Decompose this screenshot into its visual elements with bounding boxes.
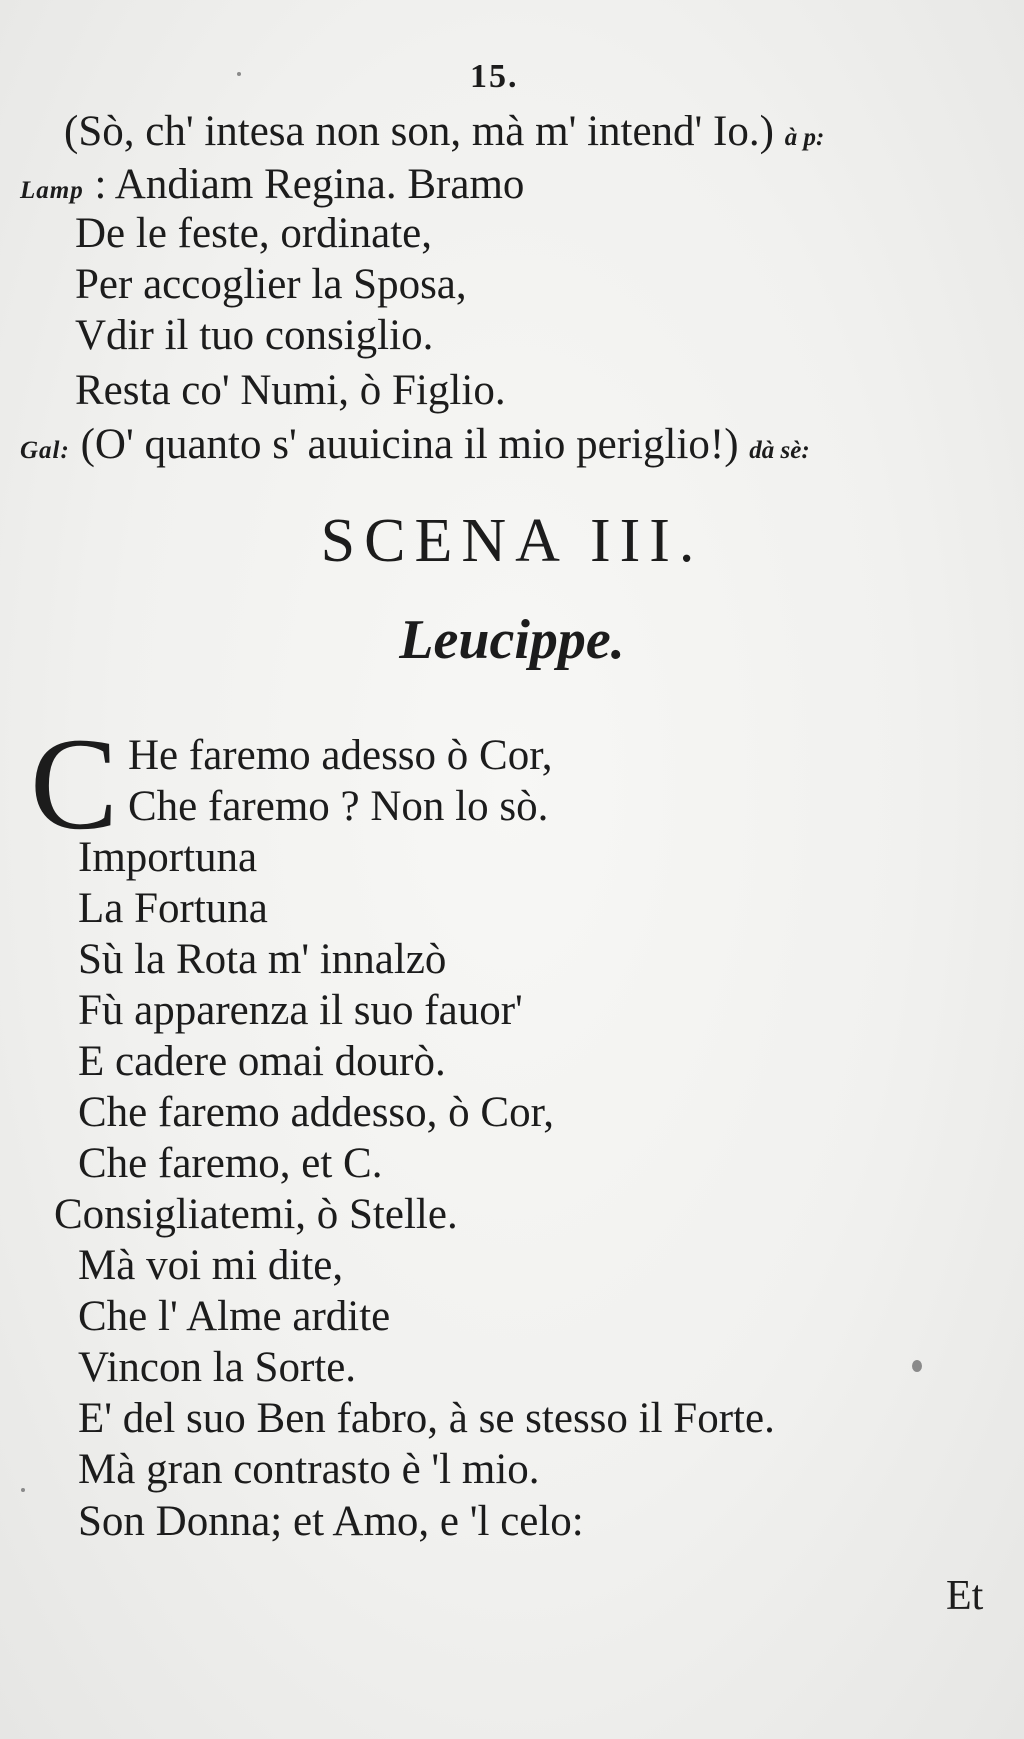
verse-line xyxy=(78,1397,775,1440)
verse-line xyxy=(78,1448,540,1491)
verse-line xyxy=(78,1244,343,1287)
verse-line xyxy=(78,989,523,1032)
speaker-label: Gal: xyxy=(20,437,70,464)
verse-text: Che faremo ? Non lo sò. xyxy=(128,783,549,830)
verse-line xyxy=(20,163,524,206)
verse-text: Sù la Rota m' innalzò xyxy=(78,936,447,983)
drop-cap: C xyxy=(30,710,119,857)
verse-text: Per accoglier la Sposa, xyxy=(75,261,467,308)
character-name: Leucippe. xyxy=(399,609,625,671)
verse-line xyxy=(20,423,810,466)
stage-direction: dà sè: xyxy=(749,437,810,464)
catchword: Et xyxy=(946,1573,984,1619)
scene-heading: SCENA III. xyxy=(320,507,704,575)
verse-line xyxy=(78,836,257,879)
stage-direction: à p: xyxy=(784,124,825,151)
verse-line xyxy=(78,887,268,930)
speaker-label: Lamp xyxy=(20,177,84,204)
verse-text: Son Donna; et Amo, e 'l celo: xyxy=(78,1498,584,1545)
verse-text: De le feste, ordinate, xyxy=(75,210,432,257)
verse-text: Vincon la Sorte. xyxy=(78,1344,357,1391)
verse-text: E cadere omai dourò. xyxy=(78,1038,446,1085)
verse-text: Mà gran contrasto è 'l mio. xyxy=(78,1446,540,1493)
verse-line xyxy=(78,1500,584,1543)
verse-text: Che l' Alme ardite xyxy=(78,1293,391,1340)
verse-line xyxy=(64,110,824,153)
verse-text: : Andiam Regina. Bramo xyxy=(94,161,525,208)
verse-line xyxy=(75,314,433,357)
verse-text: Fù apparenza il suo fauor' xyxy=(78,987,523,1034)
verse-text: Resta co' Numi, ò Figlio. xyxy=(75,367,506,414)
verse-line xyxy=(75,212,432,255)
paper-speck xyxy=(912,1360,922,1372)
verse-text: Consigliatemi, ò Stelle. xyxy=(54,1191,458,1238)
paper-speck xyxy=(21,1488,25,1492)
verse-text: Che faremo, et C. xyxy=(78,1140,383,1187)
verse-line xyxy=(78,1142,383,1185)
verse-text: Mà voi mi dite, xyxy=(78,1242,344,1289)
verse-line xyxy=(78,1091,554,1134)
verse-line xyxy=(75,369,506,412)
verse-line xyxy=(78,1346,356,1389)
verse-line xyxy=(128,785,548,828)
verse-line xyxy=(78,938,446,981)
verse-line xyxy=(78,1295,390,1338)
verse-line xyxy=(78,1040,446,1083)
paper-speck xyxy=(237,72,241,76)
verse-text: (O' quanto s' auuicina il mio periglio!) xyxy=(80,421,739,468)
verse-text: E' del suo Ben fabro, à se stesso il Forte. xyxy=(78,1395,775,1442)
verse-line xyxy=(54,1193,458,1236)
verse-text: (Sò, ch' intesa non son, mà m' intend' Io.) xyxy=(64,108,774,155)
page-number: 15. xyxy=(470,58,519,95)
verse-text: He faremo adesso ò Cor, xyxy=(128,732,553,779)
verse-text: Importuna xyxy=(78,834,258,881)
verse-line xyxy=(128,734,553,777)
verse-text: Vdir il tuo consiglio. xyxy=(75,312,434,359)
verse-text: La Fortuna xyxy=(78,885,268,932)
verse-line xyxy=(75,263,467,306)
verse-text: Che faremo addesso, ò Cor, xyxy=(78,1089,554,1136)
